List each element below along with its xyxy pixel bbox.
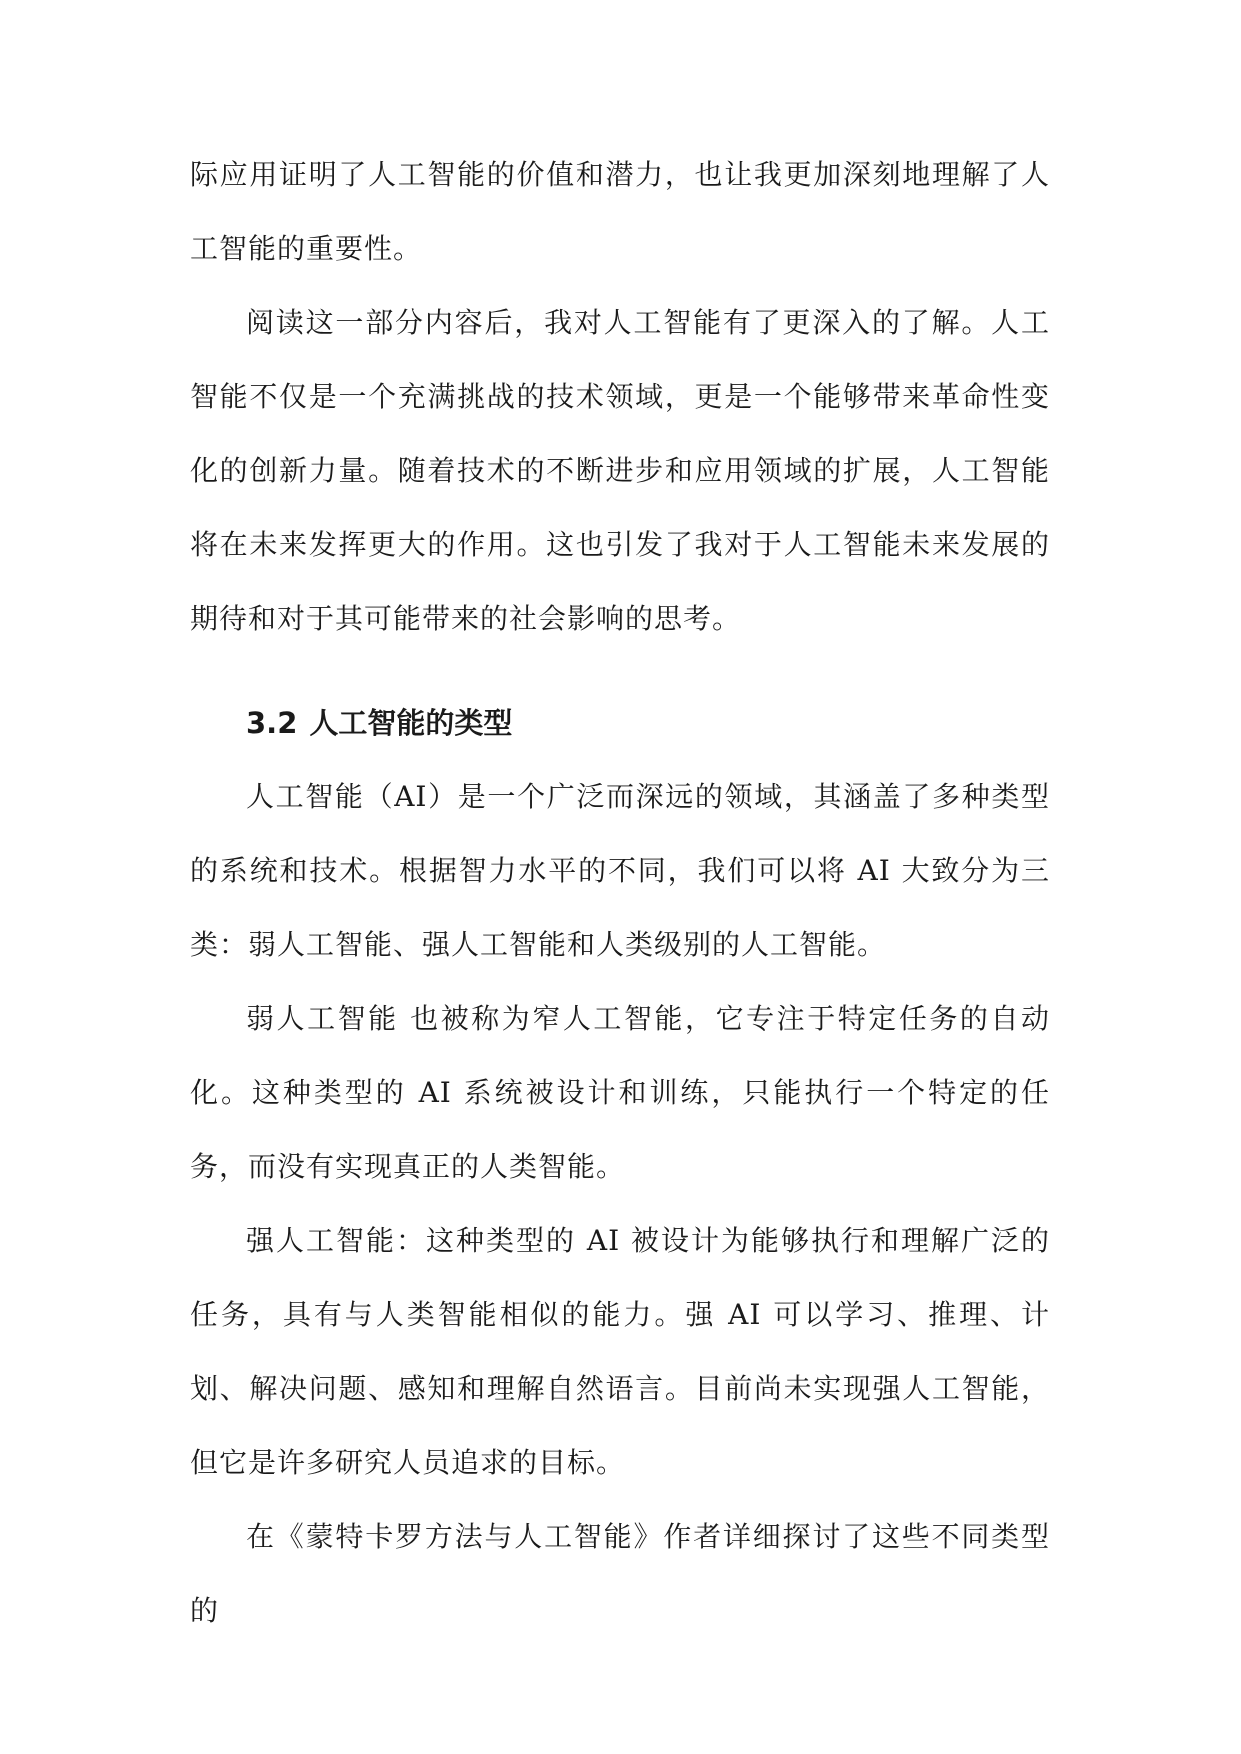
paragraph-weak-ai: 弱人工智能 也被称为窄人工智能，它专注于特定任务的自动化。这种类型的 AI 系统被设计和训练，只能执行一个特定的任务，而没有实现真正的人类智能。 — [190, 1002, 1050, 1183]
document-body — [190, 138, 1050, 1648]
paragraph-book-discussion: 在《蒙特卡罗方法与人工智能》作者详细探讨了这些不同类型的 — [190, 1520, 1050, 1627]
section-number: 3.2 — [246, 706, 298, 740]
paragraph-ai-overview: 人工智能（AI）是一个广泛而深远的领域，其涵盖了多种类型的系统和技术。根据智力水平的不同，我们可以将 AI 大致分为三类：弱人工智能、强人工智能和人类级别的人工智能。 — [190, 780, 1050, 961]
section-title: 人工智能的类型 — [309, 706, 513, 740]
section-heading — [190, 686, 1050, 760]
paragraph-continuation: 际应用证明了人工智能的价值和潜力，也让我更加深刻地理解了人工智能的重要性。 — [190, 158, 1050, 265]
paragraph-strong-ai: 强人工智能：这种类型的 AI 被设计为能够执行和理解广泛的任务，具有与人类智能相似的能力。强 AI 可以学习、推理、计划、解决问题、感知和理解自然语言。目前尚未实现强人工智能，但它是许多研究人员追求的目标。 — [190, 1224, 1050, 1479]
paragraph-reading-reflection: 阅读这一部分内容后，我对人工智能有了更深入的了解。人工智能不仅是一个充满挑战的技术领域，更是一个能够带来革命性变化的创新力量。随着技术的不断进步和应用领域的扩展，人工智能将在未来发挥更大的作用。这也引发了我对于人工智能未来发展的期待和对于其可能带来的社会影响的思考。 — [190, 306, 1050, 635]
